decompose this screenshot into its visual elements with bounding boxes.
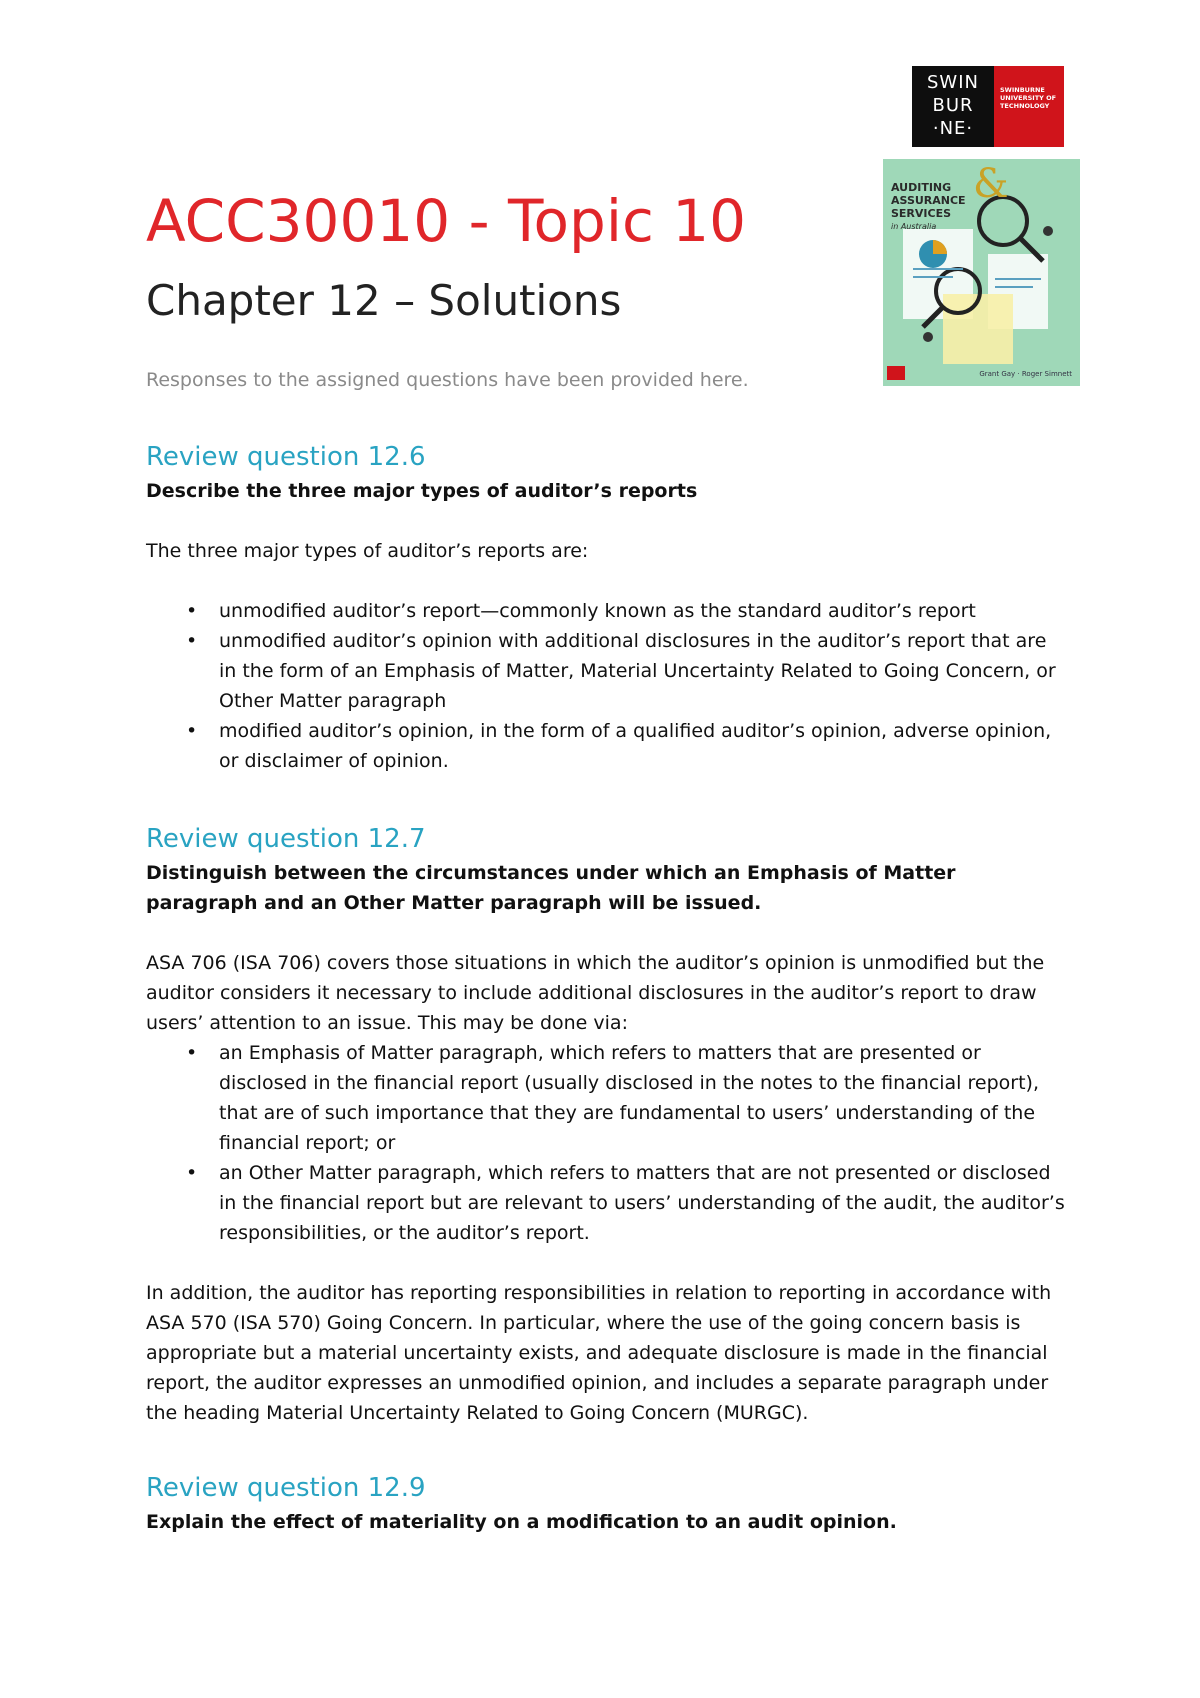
section-heading: Review question 12.6 <box>146 442 426 472</box>
list-item-text: modified auditor’s opinion, in the form of a qualified auditor’s opinion, adverse opinion, or disclaimer of opinion. <box>219 720 1052 772</box>
list-item <box>146 626 1066 716</box>
cover-title-line: AUDITING <box>891 181 952 194</box>
page-subtitle: Chapter 12 – Solutions <box>146 276 622 325</box>
list-item <box>146 716 1066 776</box>
list-item <box>146 1158 1066 1248</box>
bullet-icon: • <box>186 1162 198 1184</box>
list-item <box>146 596 1066 626</box>
answer-paragraph: In addition, the auditor has reporting responsibilities in relation to reporting in accordance with ASA 570 (ISA 570) Going Concern. In particular, where the use of the going concern basis is appropriate but a material uncertainty exists, and adequate disclosure is made in the financial report, the auditor expresses an unmodified opinion, and includes a separate paragraph under the heading Material Uncertainty Related to Going Concern (MURGC). <box>146 1282 1052 1424</box>
section-heading: Review question 12.9 <box>146 1473 426 1503</box>
cover-ampersand: & <box>973 161 1009 207</box>
answer-list <box>146 1038 1066 1248</box>
review-question-12-7 <box>146 822 1066 1428</box>
intro-text: Responses to the assigned questions have been provided here. <box>146 369 749 391</box>
bullet-icon: • <box>186 630 198 652</box>
logo-wordmark <box>912 66 994 147</box>
logo-line: ·NE· <box>932 118 974 139</box>
bullet-icon: • <box>186 720 198 742</box>
cover-title-small: in Australia <box>891 222 937 231</box>
cover-title-line: SERVICES <box>891 207 952 220</box>
cover-authors: Grant Gay · Roger Simnett <box>979 370 1072 378</box>
page-title: ACC30010 - Topic 10 <box>146 187 747 255</box>
logo-line: BUR <box>932 95 974 116</box>
answer-paragraph: The three major types of auditor’s reports are: <box>146 540 589 562</box>
question-text: Distinguish between the circumstances under which an Emphasis of Matter paragraph and an Other Matter paragraph will be issued. <box>146 862 956 914</box>
list-item-text: an Emphasis of Matter paragraph, which refers to matters that are presented or disclosed in the financial report (usually disclosed in the notes to the financial report), that are of such importance that they are fundamental to users’ understanding of the financial report; or <box>219 1042 1039 1154</box>
question-text: Describe the three major types of auditor’s reports <box>146 480 698 502</box>
cover-title-line: ASSURANCE <box>891 194 966 207</box>
list-item <box>146 1038 1066 1158</box>
book-cover-image <box>883 159 1080 386</box>
bullet-icon: • <box>186 600 198 622</box>
list-item-text: unmodified auditor’s report—commonly known as the standard auditor’s report <box>219 600 976 622</box>
logo-subtitle: SWINBURNE UNIVERSITY OF TECHNOLOGY <box>1000 86 1057 110</box>
answer-list <box>146 596 1066 776</box>
bullet-icon: • <box>186 1042 198 1064</box>
answer-paragraph: ASA 706 (ISA 706) covers those situations in which the auditor’s opinion is unmodified but the auditor considers it necessary to include additional disclosures in the auditor’s report to draw users’ attention to an issue. This may be done via: <box>146 952 1045 1034</box>
logo-line: SWIN <box>927 72 979 93</box>
review-question-12-6 <box>146 440 1066 776</box>
publisher-logo <box>887 366 905 380</box>
section-heading: Review question 12.7 <box>146 824 426 854</box>
review-question-12-9 <box>146 1471 1066 1537</box>
question-text: Explain the effect of materiality on a modification to an audit opinion. <box>146 1511 897 1533</box>
cover-title <box>891 181 1011 233</box>
swinburne-logo <box>912 66 1064 147</box>
list-item-text: unmodified auditor’s opinion with additional disclosures in the auditor’s report that are in the form of an Emphasis of Matter, Material Uncertainty Related to Going Concern, or Other Matter paragraph <box>219 630 1056 712</box>
list-item-text: an Other Matter paragraph, which refers to matters that are not presented or disclosed in the financial report but are relevant to users’ understanding of the audit, the auditor’s responsibilities, or the auditor’s report. <box>219 1162 1065 1244</box>
